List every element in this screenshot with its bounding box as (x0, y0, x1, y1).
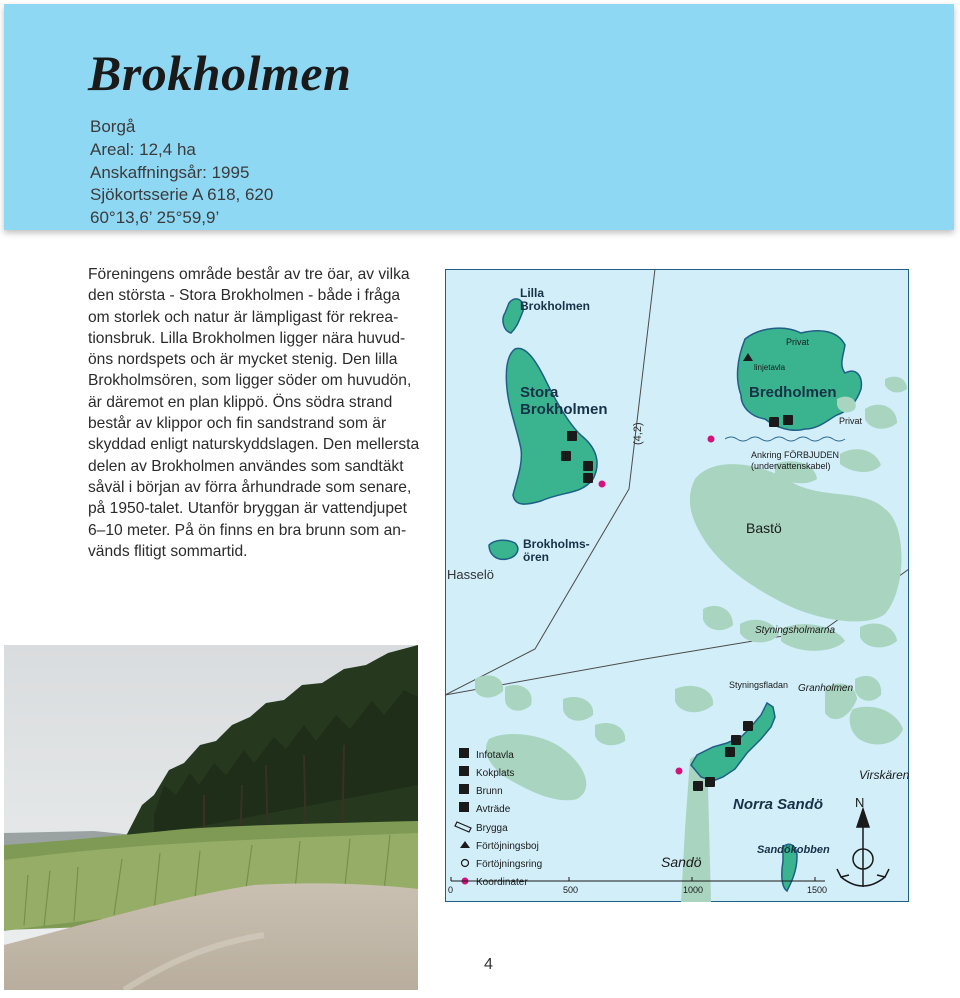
granholmen-label: Granholmen (798, 683, 854, 694)
description-text (88, 264, 422, 562)
brokholmsoren-island (489, 540, 518, 559)
sandokobben-label: Sandökobben (757, 844, 830, 856)
scale-label: 0 (448, 885, 454, 895)
location-line: Borgå (90, 117, 136, 136)
privat-label: Privat (786, 337, 810, 347)
description-line: 6–10 meter. På ön finns en bra brunn som an- (88, 521, 407, 539)
legend-item: Infotavla (476, 750, 514, 761)
scale-label: 500 (563, 885, 579, 895)
legend-item: Avträde (476, 804, 511, 815)
description-line: om storlek och natur är lämpligast för rekrea- (88, 308, 399, 326)
linjetavla-label: linjetavla (754, 363, 786, 372)
north-label: N (855, 795, 865, 810)
description-line: är däremot en plan klippö. Öns södra strand (88, 393, 393, 411)
legend-item: Förtöjningsboj (476, 841, 539, 852)
brunn-icon (459, 784, 469, 794)
acquisition-year-line: Anskaffningsår: 1995 (90, 162, 250, 182)
coordinates-line: 60°13,6’ 25°59,9’ (90, 208, 220, 228)
description-line: vänds flitigt sommartid. (88, 542, 248, 560)
styningsholmarna-label: Styningsholmarna (755, 625, 836, 636)
stora-brokholmen-label: Brokholmen (520, 401, 608, 418)
sando-label: Sandö (661, 854, 702, 870)
hasselo-label: Hasselö (447, 567, 494, 582)
depth-label: (4,2) (632, 422, 644, 445)
legend-item: Brunn (476, 786, 503, 797)
legend-item: Brygga (476, 823, 508, 834)
legend-item: Koordinater (476, 877, 528, 888)
chart-series-line: Sjökortsserie A 618, 620 (90, 185, 274, 205)
lilla-brokholmen-label: Lilla (520, 286, 545, 300)
scale-label: 1500 (807, 885, 828, 895)
legend-item: Förtöjningsring (476, 859, 543, 870)
description-line: Föreningens område består av tre öar, av vilka (88, 266, 410, 283)
description-line: delen av Brokholmen användes som sandtäkt (88, 457, 404, 475)
virskaren-label: Virskären (859, 768, 909, 782)
description-line: består av klippor och fin sandstrand som är (88, 415, 387, 433)
description-line: öns nordspets och är mycket stenig. Den lilla (88, 351, 398, 369)
area-line: Areal: 12,4 ha (90, 139, 196, 159)
description-line: tionsbruk. Lilla Brokholmen ligger nära huvud- (88, 329, 406, 347)
scale-label: 1000 (683, 885, 704, 895)
avtrade-icon (459, 802, 469, 812)
brokholmsoren-label: Brokholms- (523, 537, 590, 551)
island-facts (90, 116, 273, 230)
island-map (445, 269, 909, 902)
anchoring-label: Ankring FÖRBJUDEN (751, 450, 840, 460)
page-title: Brokholmen (88, 45, 352, 101)
header-band (4, 4, 954, 230)
anchoring-label: (undervattenskabel) (751, 461, 831, 471)
norra-sando-label: Norra Sandö (733, 796, 824, 813)
description-line: skyddad enligt naturskyddslagen. Den mellersta (88, 436, 420, 454)
description-line: såväl i början av förra århundrade som senare, (88, 478, 412, 496)
bredholmen-label: Bredholmen (749, 384, 837, 401)
privat-label: Privat (839, 416, 863, 426)
page-number: 4 (484, 956, 493, 973)
brokholmsoren-label: ören (523, 550, 550, 564)
description-line: Brokholmsören, som ligger söder om huvudön, (88, 372, 412, 390)
description-line: på 1950-talet. Utanför bryggan är vattendjupet (88, 500, 408, 518)
basto-label: Bastö (746, 520, 782, 536)
lilla-brokholmen-label: Brokholmen (520, 299, 591, 313)
legend-item: Kokplats (476, 768, 515, 779)
infotavla-icon (459, 748, 469, 758)
stora-brokholmen-label: Stora (520, 384, 559, 401)
kokplats-icon (459, 766, 469, 776)
styningsfladan-label: Styningsfladan (729, 680, 789, 690)
description-line: den största - Stora Brokholmen - både i fråga (88, 287, 401, 305)
beach-photo (4, 645, 418, 990)
